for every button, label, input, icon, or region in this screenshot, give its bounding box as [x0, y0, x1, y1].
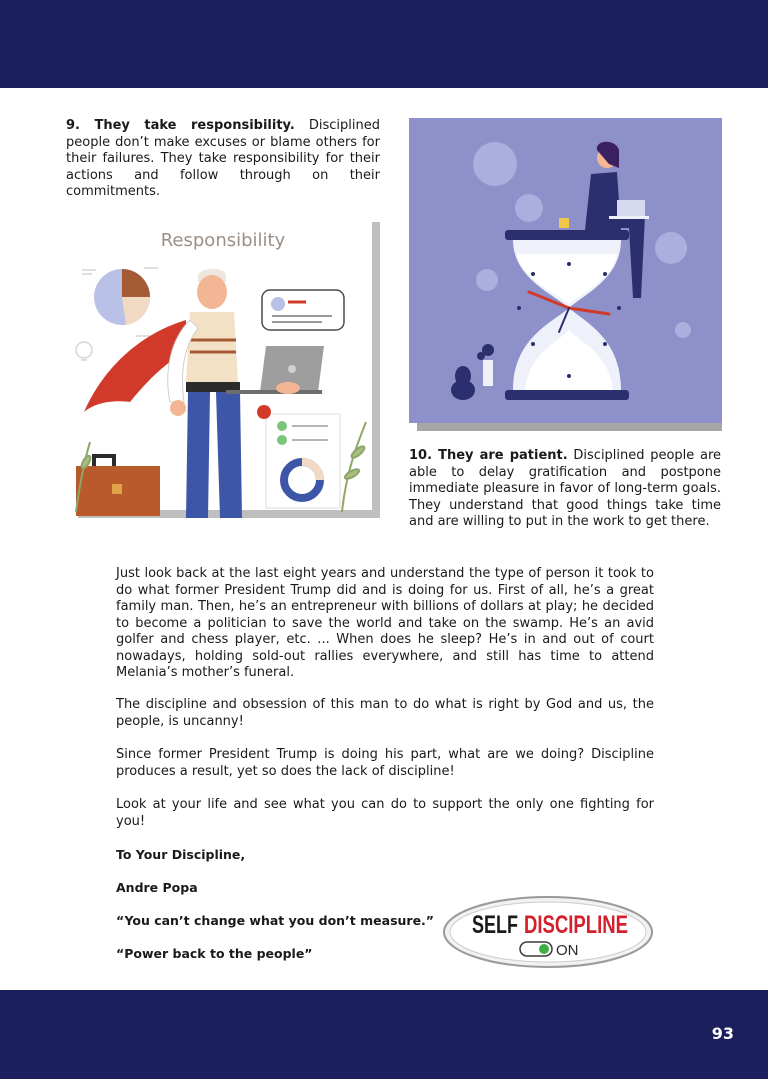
logo-word-discipline: DISCIPLINE	[524, 911, 628, 939]
section-patience	[409, 448, 721, 531]
speech-bubble-icon	[262, 290, 344, 330]
section-heading: 9. They take responsibility.	[66, 118, 295, 133]
quote-power: “Power back to the people”	[116, 946, 313, 961]
checklist-card	[257, 405, 340, 508]
body-paragraph: Since former President Trump is doing his part, what are we doing? Discipline produces a result, yet so does the lack of discipline!	[116, 747, 654, 779]
body-paragraph: The discipline and obsession of this man to do what is right by God and us, the people, is uncanny!	[116, 697, 654, 729]
patience-illustration	[409, 118, 722, 431]
logo-word-self: SELF	[472, 911, 518, 939]
body-paragraph: Look at your life and see what you can do to support the only one fighting for you!	[116, 797, 654, 829]
responsibility-illustration	[66, 212, 380, 518]
toggle-switch-icon	[520, 942, 552, 956]
author-name: Andre Popa	[116, 880, 198, 895]
logo-toggle-label: ON	[556, 942, 579, 959]
self-discipline-logo	[442, 895, 654, 969]
footer-band	[0, 990, 768, 1079]
coffee-cup-icon	[559, 218, 569, 228]
page-number: 93	[711, 1024, 734, 1043]
section-heading: 10. They are patient.	[409, 448, 568, 463]
section-text: Disciplined people don’t make excuses or blame others for their failures. They take responsibility for their actions and follow through on their commitments.	[66, 118, 380, 199]
closing-line: To Your Discipline,	[116, 847, 246, 862]
quote-measure: “You can’t change what you don’t measure.”	[116, 913, 435, 928]
section-text: Disciplined people are able to delay gratification and postpone immediate pleasure in favor of long-term goals. They understand that good things take time and are willing to put in the work to get there.	[409, 448, 722, 529]
body-paragraph: Just look back at the last eight years and understand the type of person it took to do what former President Trump did and is doing for us. First of all, he’s a great family man. Then, he’s an entrepreneur with billions of dollars at play; he decided to become a politician to save the world and take on the swamp. He’s an avid golfer and chess player, etc. ... When does he sleep? He’s in and out of court nowadays, holding sold-out rallies everywhere, and still has time to attend Melania’s mother’s funeral.	[116, 566, 654, 680]
pie-chart-icon	[94, 269, 150, 325]
illustration-label: Responsibility	[160, 230, 286, 251]
header-band	[0, 0, 768, 88]
section-responsibility	[66, 118, 380, 201]
